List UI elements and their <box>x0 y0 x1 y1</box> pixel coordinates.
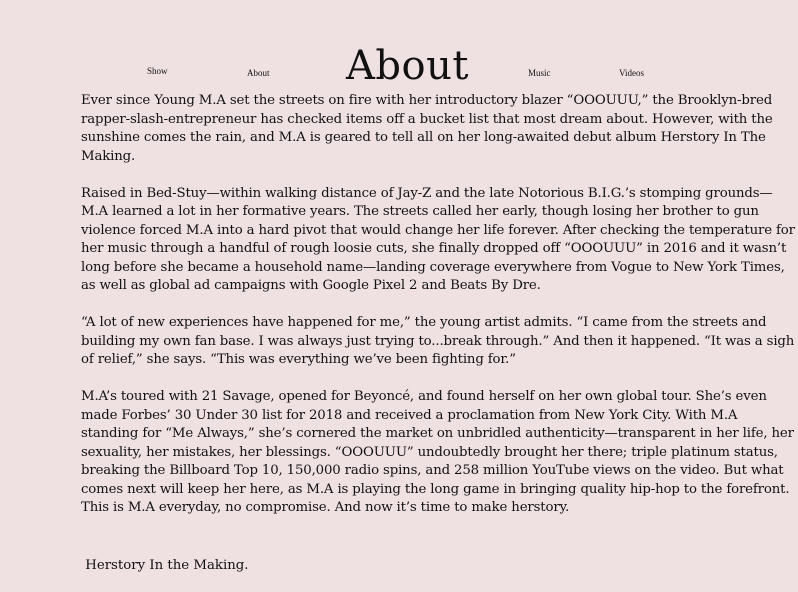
nav-link-about[interactable]: About <box>247 68 270 78</box>
about-paragraph-quote: “A lot of new experiences have happened for me,” the young artist admits. “I came from the streets and building my own fan base. I was always just trying to...break through.” And then it happened. “It was a sigh of relief,” she says. “This was everything we’ve been fighting for.” <box>81 315 795 367</box>
about-paragraph-achievements: M.A’s toured with 21 Savage, opened for Beyoncé, and found herself on her own global tour. She’s even made Forbes’ 30 Under 30 list for 2018 and received a proclamation from New York City. With M.A standing for “Me Always,” she’s cornered the market on unbridled authenticity—transparent in her life, her sexuality, her mistakes, her blessings. “OOOUUU” undoubtedly brought her there; triple platinum status, breaking the Billboard Top 10, 150,000 radio spins, and 258 million YouTube views on the video. But what comes next will keep her here, as M.A is playing the long game in bringing quality hip-hop to the forefront. This is M.A everyday, no compromise. And now it’s time to make herstory. <box>81 389 794 515</box>
nav-link-music[interactable]: Music <box>528 68 551 78</box>
about-content <box>81 92 796 518</box>
nav-link-show[interactable]: Show <box>147 66 168 76</box>
album-tagline: Herstory In the Making. <box>81 558 249 573</box>
about-paragraph-background: Raised in Bed-Stuy—within walking distance of Jay-Z and the late Notorious B.I.G.’s stomping grounds—M.A learned a lot in her formative years. The streets called her early, though losing her brother to gun violence forced M.A into a hard pivot that would change her life forever. After checking the temperature for her music through a handful of rough loosie cuts, she finally dropped off “OOOUUU” in 2016 and it wasn’t long before she became a household name—landing coverage everywhere from Vogue to New York Times, as well as global ad campaigns with Google Pixel 2 and Beats By Dre. <box>81 185 795 293</box>
nav-link-videos[interactable]: Videos <box>619 68 644 78</box>
about-paragraph-intro: Ever since Young M.A set the streets on fire with her introductory blazer “OOOUUU,” the Brooklyn-bred rapper-slash-entrepreneur has checked items off a bucket list that most dream about. However, with the sunshine comes the rain, and M.A is geared to tell all on her long-awaited debut album Herstory In The Making. <box>81 93 773 164</box>
page-title: About <box>346 43 469 89</box>
